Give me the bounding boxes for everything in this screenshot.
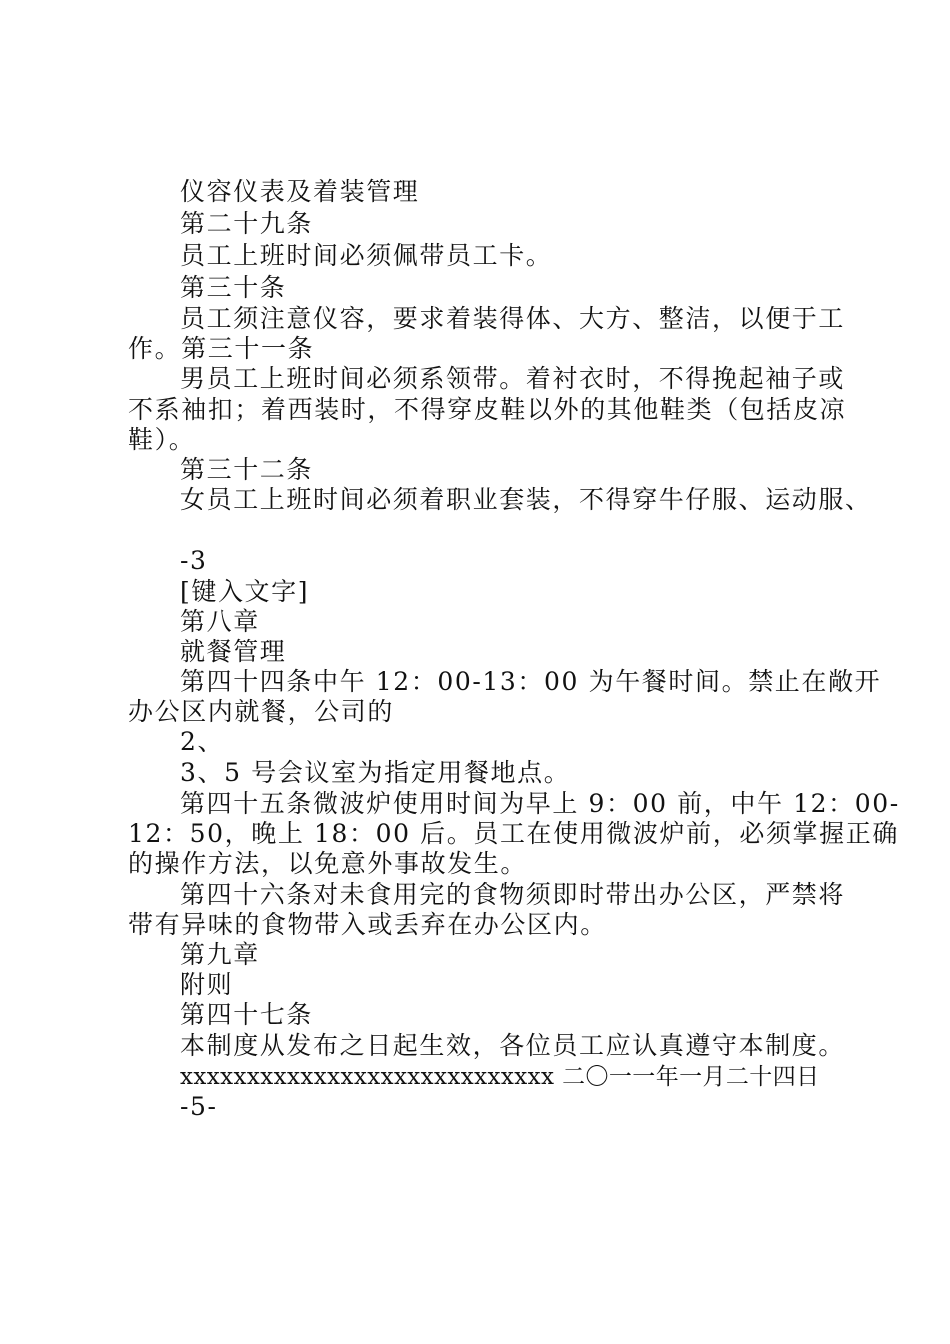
article-45-text-line-1: 第四十五条微波炉使用时间为早上 9：00 前，中午 12：00- (180, 789, 900, 818)
signature-date-line: xxxxxxxxxxxxxxxxxxxxxxxxxxxx 二〇一一年一月二十四日 (180, 1064, 820, 1090)
page-number-3: -3 (180, 546, 208, 575)
article-45-text-line-3: 的操作方法，以免意外事故发生。 (128, 849, 528, 878)
article-44-text-line-2: 办公区内就餐，公司的 (128, 697, 395, 726)
article-31-text-line-3: 鞋）。 (128, 425, 196, 454)
article-44-text-line-3: 2、 (180, 727, 225, 756)
article-30-text-line-2: 作。第三十一条 (128, 334, 315, 363)
chapter-8-heading: 第八章 (180, 607, 260, 636)
article-29-heading: 第二十九条 (180, 209, 314, 238)
chapter-9-title: 附则 (180, 970, 234, 999)
article-30-heading: 第三十条 (180, 273, 287, 302)
article-31-text-line-1: 男员工上班时间必须系领带。着衬衣时，不得挽起袖子或 (180, 364, 846, 393)
article-47-text: 本制度从发布之日起生效，各位员工应认真遵守本制度。 (180, 1031, 846, 1060)
placeholder-text: [键入文字] (180, 577, 310, 606)
article-44-text-line-4: 3、5 号会议室为指定用餐地点。 (180, 758, 571, 787)
article-32-text: 女员工上班时间必须着职业套装，不得穿牛仔服、运动服、 (180, 485, 872, 514)
page-number-5: -5- (180, 1092, 218, 1121)
article-29-text: 员工上班时间必须佩带员工卡。 (180, 241, 553, 270)
chapter-9-heading: 第九章 (180, 940, 260, 969)
chapter-8-title: 就餐管理 (180, 637, 287, 666)
article-44-text-line-1: 第四十四条中午 12：00-13：00 为午餐时间。禁止在敞开 (180, 667, 882, 696)
article-31-text-line-2: 不系袖扣；着西装时，不得穿皮鞋以外的其他鞋类（包括皮凉 (128, 395, 847, 424)
article-46-text-line-1: 第四十六条对未食用完的食物须即时带出办公区，严禁将 (180, 880, 846, 909)
article-47-heading: 第四十七条 (180, 1000, 314, 1029)
article-46-text-line-2: 带有异味的食物带入或丢弃在办公区内。 (128, 910, 607, 939)
section-heading-appearance: 仪容仪表及着装管理 (180, 177, 420, 206)
article-32-heading: 第三十二条 (180, 455, 314, 484)
article-45-text-line-2: 12：50，晚上 18：00 后。员工在使用微波炉前，必须掌握正确 (128, 819, 899, 848)
article-30-text-line-1: 员工须注意仪容，要求着装得体、大方、整洁，以便于工 (180, 304, 846, 333)
